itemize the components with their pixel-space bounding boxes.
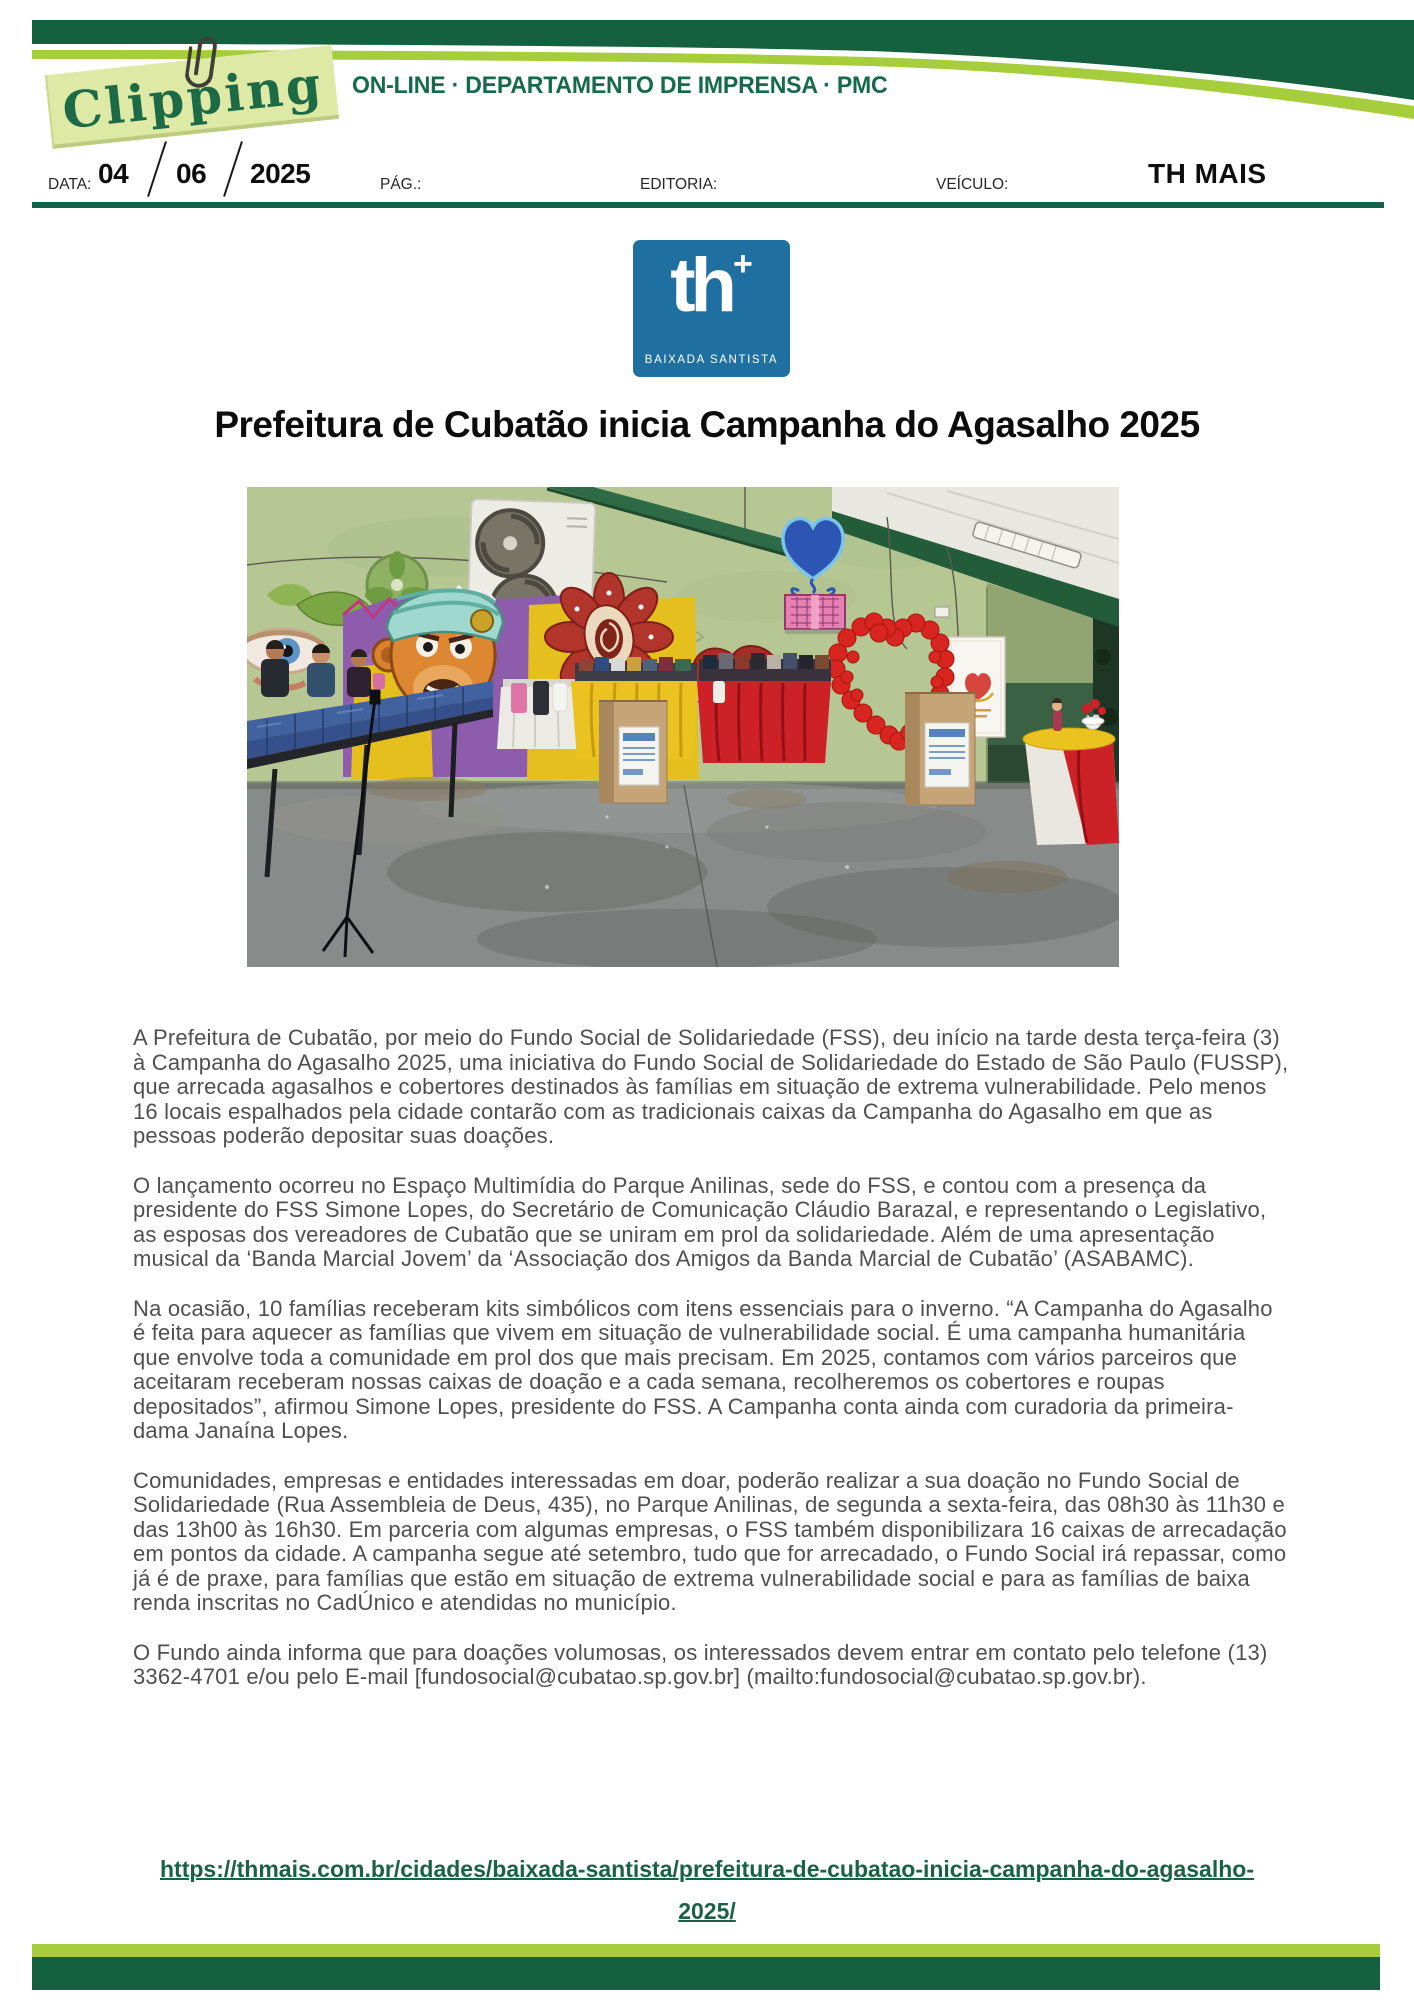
- footer-lime-bar: [32, 1944, 1380, 1957]
- article-photo: [247, 487, 1119, 967]
- logo-plus-icon: +: [732, 245, 753, 283]
- veiculo-value: TH MAIS: [1148, 158, 1267, 189]
- logo-wordmark: th: [670, 243, 732, 328]
- photo-white-skirt-table: [497, 679, 581, 749]
- wall-box: [935, 607, 949, 617]
- date-slash-1: [147, 141, 167, 197]
- paragraph-3: Na ocasião, 10 famílias receberam kits simbólicos com itens essenciais para o inverno. “A Campanha do Agasalho é feita para aquecer as famílias que vivem em situação de vulnerabilidade social. É uma campanha humanitária que envolve toda a comunidade em prol dos que mais precisam. Em 2025, contamos com vários parceiros que aceitaram receberam nossas caixas de doação e a cada semana, recolheremos os cobertores e roupas depositados”, afirmou Simone Lopes, presidente do FSS. A Campanha conta ainda com curadoria da primeira-dama Janaína Lopes.: [133, 1295, 1273, 1443]
- source-url-link[interactable]: https://thmais.com.br/cidades/baixada-santista/prefeitura-de-cubatao-inicia-campanha-do-agasalho-2025/: [159, 1856, 1254, 1924]
- thmais-logo-mark: [633, 243, 790, 338]
- photo-red-skirt-table: [697, 653, 831, 763]
- photo-donation-box-1: [599, 701, 667, 803]
- paragraph-2: O lançamento ocorreu no Espaço Multimídia do Parque Anilinas, sede do FSS, e contou com a presença da presidente do FSS Simone Lopes, do Secretário de Comunicação Cláudio Barazal, e representando o Legislativo, as esposas dos vereadores de Cubatão que se uniram em prol da solidariedade. Além de uma apresentação musical da ‘Banda Marcial Jovem’ da ‘Associação dos Amigos da Banda Marcial de Cubatão’ (ASABAMC).: [133, 1172, 1267, 1271]
- header-subtitle: ON-LINE · DEPARTAMENTO DE IMPRENSA · PMC: [352, 72, 888, 99]
- date-year: 2025: [250, 158, 311, 189]
- editoria-label: EDITORIA:: [640, 176, 718, 193]
- page-label: PÁG.:: [380, 176, 422, 193]
- date-label: DATA:: [48, 176, 92, 193]
- photo-donation-box-2: [905, 693, 975, 805]
- logo-region-text: BAIXADA SANTISTA: [644, 354, 779, 366]
- footer-dark-bar: [32, 1957, 1380, 1990]
- brand-text: Clipping: [59, 53, 327, 140]
- paragraph-5: O Fundo ainda informa que para doações volumosas, os interessados devem entrar em contato pelo telefone (13) 3362-4701 e/ou pelo E-mail [fundosocial@cubatao.sp.gov.br] (mailto:fundosocial@cubatao.sp.gov.br).: [133, 1639, 1268, 1689]
- paragraph-4: Comunidades, empresas e entidades interessadas em doar, poderão realizar a sua doação no Fundo Social de Solidariedade (Rua Assembleia de Deus, 435), no Parque Anilinas, de segunda a sexta-feira, das 08h30 às 11h30 e das 13h00 às 16h30. Em parceria com algumas empresas, o FSS também disponibilizara 16 caixas de arrecadação em pontos da cidade. A campanha segue até setembro, tudo que for arrecadado, o Fundo Social irá repassar, como já é de praxe, para famílias que estão em situação de extrema vulnerabilidade social e para as famílias de baixa renda inscritas no CadÚnico e atendidas no município.: [133, 1467, 1287, 1615]
- date-slash-2: [223, 141, 243, 197]
- article-body: [133, 1026, 1289, 1715]
- thmais-logo: [633, 240, 790, 377]
- date-day: 04: [98, 158, 129, 189]
- article-title: Prefeitura de Cubatão inicia Campanha do Agasalho 2025: [214, 404, 1200, 445]
- photo-floor: [247, 777, 1119, 967]
- paragraph-1: A Prefeitura de Cubatão, por meio do Fundo Social de Solidariedade (FSS), deu início na tarde desta terça-feira (3) à Campanha do Agasalho 2025, uma iniciativa do Fundo Social de Solidariedade do Estado de São Paulo (FUSSP), que arrecada agasalhos e cobertores destinados às famílias em situação de extrema vulnerabilidade. Pelo menos 16 locais espalhados pela cidade contarão com as tradicionais caixas da Campanha do Agasalho em que as pessoas poderão depositar suas doações.: [133, 1025, 1289, 1148]
- veiculo-label: VEÍCULO:: [936, 176, 1009, 193]
- date-month: 06: [176, 158, 207, 189]
- meta-divider-rule: [32, 202, 1384, 208]
